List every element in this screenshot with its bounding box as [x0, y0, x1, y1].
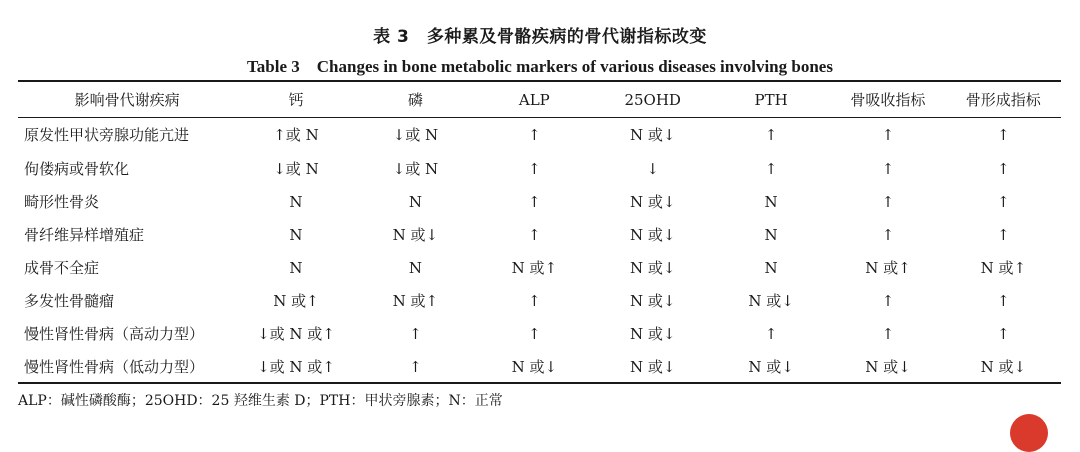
cell-resorption: N 或↓: [865, 358, 911, 376]
cell-calcium: ↑或 N: [273, 126, 319, 144]
cell-25ohd: N 或↓: [629, 193, 676, 211]
cell-25ohd: N 或↓: [629, 358, 676, 376]
table-caption-en: Table 3 Changes in bone metabolic markers of various diseases involving bones: [247, 57, 833, 76]
cell-calcium: ↓或 N: [273, 160, 319, 178]
cell-25ohd: N 或↓: [629, 325, 676, 343]
table-caption-cn: 表 3 多种累及骨骼疾病的骨代谢指标改变: [373, 27, 707, 47]
table-row: [18, 185, 1061, 218]
cell-formation: ↑: [997, 192, 1010, 211]
cell-resorption: ↑: [881, 291, 895, 310]
cell-alp: ↑: [528, 225, 541, 244]
cell-resorption: ↑: [881, 125, 895, 144]
cell-disease: 佝偻病或骨软化: [24, 160, 130, 178]
cell-phosphorus: N 或↑: [392, 292, 439, 310]
header-calcium: 钙: [288, 91, 304, 109]
cell-formation: ↑: [997, 159, 1010, 178]
cell-phosphorus: N 或↓: [392, 226, 439, 244]
cell-pth: N: [764, 258, 778, 277]
cell-25ohd: N 或↓: [629, 259, 676, 277]
cell-resorption: ↑: [881, 192, 895, 211]
cell-pth: N 或↓: [748, 292, 794, 310]
cell-resorption: ↑: [881, 159, 895, 178]
table-header-row: [18, 82, 1061, 117]
cell-phosphorus: ↑: [409, 324, 422, 343]
header-disease: 影响骨代谢疾病: [74, 91, 180, 109]
cell-pth: ↑: [764, 159, 778, 178]
cell-calcium: N: [289, 225, 303, 244]
cell-alp: ↑: [528, 125, 541, 144]
table-row: [18, 251, 1061, 284]
cell-disease: 慢性肾性骨病（低动力型）: [24, 358, 205, 376]
cell-calcium: ↓或 N 或↑: [257, 325, 335, 343]
cell-phosphorus: ↑: [409, 357, 422, 376]
cell-disease: 成骨不全症: [24, 259, 100, 277]
cell-25ohd: N 或↓: [629, 292, 676, 310]
cell-pth: ↑: [764, 324, 778, 343]
cell-phosphorus: ↓或 N: [392, 126, 439, 144]
cell-alp: ↑: [528, 192, 541, 211]
cell-phosphorus: N: [408, 258, 422, 277]
cell-formation: ↑: [997, 225, 1010, 244]
cell-disease: 骨纤维异样增殖症: [24, 226, 145, 244]
table-row: [18, 152, 1061, 185]
cell-disease: 畸形性骨炎: [24, 193, 100, 211]
table-row: [18, 218, 1061, 251]
cell-calcium: N: [289, 258, 303, 277]
cell-calcium: N: [289, 192, 303, 211]
cell-phosphorus: ↓或 N: [392, 160, 439, 178]
cell-alp: ↑: [528, 291, 541, 310]
cell-pth: N: [764, 225, 778, 244]
cell-pth: ↑: [764, 125, 778, 144]
cell-resorption: N 或↑: [865, 259, 911, 277]
corner-badge-icon: [1010, 414, 1048, 452]
cell-25ohd: N 或↓: [629, 126, 676, 144]
cell-disease: 慢性肾性骨病（高动力型）: [24, 325, 205, 343]
cell-pth: N: [764, 192, 778, 211]
cell-alp: ↑: [528, 159, 541, 178]
table-row: [18, 284, 1061, 317]
cell-alp: N 或↑: [511, 259, 558, 277]
cell-formation: ↑: [997, 125, 1010, 144]
cell-phosphorus: N: [408, 192, 422, 211]
bone-marker-table: [18, 82, 1061, 383]
cell-25ohd: N 或↓: [629, 226, 676, 244]
cell-calcium: ↓或 N 或↑: [257, 358, 335, 376]
cell-formation: N 或↓: [980, 358, 1027, 376]
cell-formation: N 或↑: [980, 259, 1027, 277]
header-formation: 骨形成指标: [965, 91, 1041, 109]
cell-25ohd: ↓: [646, 159, 659, 178]
cell-disease: 原发性甲状旁腺功能亢进: [24, 126, 190, 144]
table-row: [18, 317, 1061, 350]
header-resorption: 骨吸收指标: [850, 91, 926, 109]
header-25ohd: 25OHD: [624, 90, 681, 109]
cell-calcium: N 或↑: [273, 292, 319, 310]
cell-resorption: ↑: [881, 324, 895, 343]
cell-formation: ↑: [997, 324, 1010, 343]
cell-pth: N 或↓: [748, 358, 794, 376]
cell-resorption: ↑: [881, 225, 895, 244]
cell-disease: 多发性骨髓瘤: [24, 292, 115, 310]
cell-alp: N 或↓: [511, 358, 558, 376]
cell-formation: ↑: [997, 291, 1010, 310]
header-alp: ALP: [518, 90, 550, 109]
cell-alp: ↑: [528, 324, 541, 343]
table-row: [18, 117, 1061, 152]
table-row: [18, 350, 1061, 383]
header-pth: PTH: [754, 90, 788, 109]
table-footnote: ALP：碱性磷酸酶；25OHD：25 羟维生素 D；PTH：甲状旁腺素；N：正常: [18, 393, 503, 409]
header-phosphorus: 磷: [407, 91, 423, 109]
